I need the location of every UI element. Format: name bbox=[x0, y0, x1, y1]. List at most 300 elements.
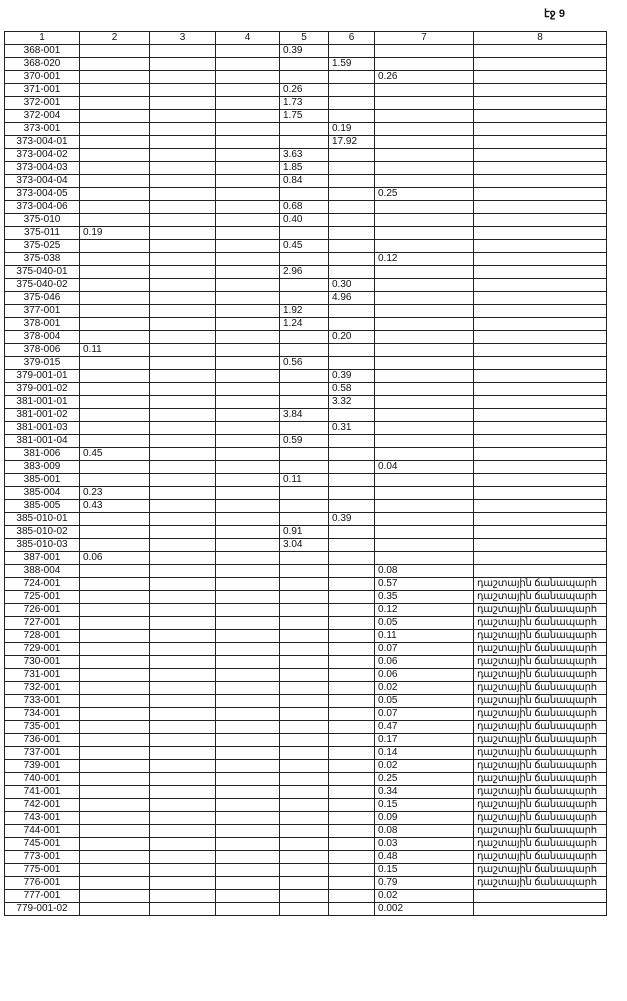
value-cell bbox=[375, 279, 474, 292]
value-cell bbox=[329, 812, 375, 825]
value-cell bbox=[150, 253, 216, 266]
table-row bbox=[5, 136, 607, 149]
value-cell bbox=[150, 97, 216, 110]
value-cell bbox=[80, 461, 150, 474]
note-cell bbox=[474, 305, 607, 318]
value-cell: 0.26 bbox=[375, 71, 474, 84]
value-cell bbox=[375, 500, 474, 513]
value-cell bbox=[329, 799, 375, 812]
value-cell bbox=[216, 188, 280, 201]
value-cell bbox=[280, 669, 329, 682]
value-cell bbox=[150, 630, 216, 643]
value-cell bbox=[216, 253, 280, 266]
value-cell bbox=[80, 903, 150, 916]
value-cell bbox=[80, 97, 150, 110]
parcel-id-cell: 381-001-01 bbox=[5, 396, 80, 409]
value-cell bbox=[280, 851, 329, 864]
table-row bbox=[5, 708, 607, 721]
value-cell bbox=[216, 903, 280, 916]
value-cell bbox=[80, 331, 150, 344]
value-cell bbox=[280, 396, 329, 409]
value-cell bbox=[80, 435, 150, 448]
value-cell bbox=[216, 617, 280, 630]
value-cell bbox=[150, 500, 216, 513]
note-cell bbox=[474, 487, 607, 500]
value-cell: 0.20 bbox=[329, 331, 375, 344]
value-cell bbox=[280, 604, 329, 617]
value-cell bbox=[329, 734, 375, 747]
value-cell bbox=[375, 214, 474, 227]
value-cell: 0.05 bbox=[375, 695, 474, 708]
value-cell bbox=[216, 721, 280, 734]
value-cell bbox=[375, 162, 474, 175]
value-cell bbox=[329, 45, 375, 58]
value-cell bbox=[329, 903, 375, 916]
value-cell bbox=[329, 695, 375, 708]
value-cell bbox=[375, 97, 474, 110]
note-cell bbox=[474, 110, 607, 123]
parcel-id-cell: 385-010-03 bbox=[5, 539, 80, 552]
header-row bbox=[5, 32, 607, 45]
note-cell bbox=[474, 331, 607, 344]
value-cell bbox=[80, 71, 150, 84]
parcel-id-cell: 373-004-02 bbox=[5, 149, 80, 162]
value-cell bbox=[280, 188, 329, 201]
value-cell bbox=[329, 318, 375, 331]
column-header: 3 bbox=[150, 32, 216, 45]
value-cell bbox=[80, 123, 150, 136]
value-cell bbox=[216, 838, 280, 851]
value-cell bbox=[150, 903, 216, 916]
table-row bbox=[5, 669, 607, 682]
note-cell bbox=[474, 890, 607, 903]
table-row bbox=[5, 825, 607, 838]
parcel-id-cell: 725-001 bbox=[5, 591, 80, 604]
note-cell: դաշտային ճանապարհ bbox=[474, 760, 607, 773]
value-cell: 0.26 bbox=[280, 84, 329, 97]
value-cell bbox=[329, 760, 375, 773]
value-cell bbox=[329, 539, 375, 552]
value-cell: 0.34 bbox=[375, 786, 474, 799]
value-cell bbox=[329, 604, 375, 617]
note-cell bbox=[474, 188, 607, 201]
note-cell bbox=[474, 214, 607, 227]
value-cell bbox=[280, 292, 329, 305]
value-cell bbox=[375, 266, 474, 279]
value-cell bbox=[375, 357, 474, 370]
value-cell bbox=[329, 214, 375, 227]
value-cell bbox=[280, 58, 329, 71]
value-cell bbox=[80, 318, 150, 331]
note-cell bbox=[474, 383, 607, 396]
value-cell bbox=[329, 175, 375, 188]
parcel-id-cell: 731-001 bbox=[5, 669, 80, 682]
table-row bbox=[5, 110, 607, 123]
value-cell bbox=[80, 409, 150, 422]
value-cell bbox=[80, 175, 150, 188]
value-cell bbox=[216, 162, 280, 175]
value-cell bbox=[280, 461, 329, 474]
value-cell: 0.11 bbox=[375, 630, 474, 643]
parcel-id-cell: 373-004-04 bbox=[5, 175, 80, 188]
value-cell bbox=[280, 500, 329, 513]
value-cell bbox=[150, 734, 216, 747]
value-cell: 0.23 bbox=[80, 487, 150, 500]
value-cell bbox=[329, 877, 375, 890]
value-cell bbox=[375, 539, 474, 552]
value-cell bbox=[216, 682, 280, 695]
value-cell bbox=[329, 825, 375, 838]
value-cell: 3.32 bbox=[329, 396, 375, 409]
value-cell bbox=[329, 266, 375, 279]
note-cell: դաշտային ճանապարհ bbox=[474, 604, 607, 617]
value-cell bbox=[216, 526, 280, 539]
value-cell bbox=[80, 240, 150, 253]
parcel-id-cell: 741-001 bbox=[5, 786, 80, 799]
value-cell: 0.35 bbox=[375, 591, 474, 604]
note-cell: դաշտային ճանապարհ bbox=[474, 786, 607, 799]
value-cell bbox=[216, 58, 280, 71]
value-cell bbox=[80, 877, 150, 890]
note-cell bbox=[474, 435, 607, 448]
parcel-id-cell: 372-004 bbox=[5, 110, 80, 123]
value-cell: 0.02 bbox=[375, 890, 474, 903]
parcel-id-cell: 381-001-03 bbox=[5, 422, 80, 435]
value-cell: 0.15 bbox=[375, 799, 474, 812]
value-cell bbox=[280, 734, 329, 747]
value-cell bbox=[150, 71, 216, 84]
value-cell bbox=[216, 448, 280, 461]
value-cell bbox=[150, 357, 216, 370]
note-cell bbox=[474, 370, 607, 383]
value-cell bbox=[329, 357, 375, 370]
note-cell: դաշտային ճանապարհ bbox=[474, 617, 607, 630]
note-cell: դաշտային ճանապարհ bbox=[474, 591, 607, 604]
table-row bbox=[5, 799, 607, 812]
parcel-id-cell: 776-001 bbox=[5, 877, 80, 890]
table-row bbox=[5, 123, 607, 136]
value-cell bbox=[216, 422, 280, 435]
value-cell bbox=[216, 409, 280, 422]
value-cell bbox=[150, 318, 216, 331]
parcel-id-cell: 726-001 bbox=[5, 604, 80, 617]
value-cell bbox=[280, 383, 329, 396]
value-cell bbox=[375, 149, 474, 162]
note-cell bbox=[474, 266, 607, 279]
table-body bbox=[5, 45, 607, 916]
value-cell bbox=[280, 747, 329, 760]
value-cell bbox=[150, 565, 216, 578]
parcel-id-cell: 368-001 bbox=[5, 45, 80, 58]
value-cell bbox=[216, 643, 280, 656]
value-cell bbox=[80, 383, 150, 396]
table-row bbox=[5, 422, 607, 435]
table-row bbox=[5, 656, 607, 669]
table-row bbox=[5, 877, 607, 890]
value-cell bbox=[280, 708, 329, 721]
table-row bbox=[5, 383, 607, 396]
value-cell bbox=[280, 591, 329, 604]
value-cell: 0.25 bbox=[375, 188, 474, 201]
note-cell: դաշտային ճանապարհ bbox=[474, 721, 607, 734]
value-cell bbox=[280, 344, 329, 357]
parcel-id-cell: 773-001 bbox=[5, 851, 80, 864]
value-cell bbox=[329, 643, 375, 656]
value-cell bbox=[216, 578, 280, 591]
value-cell bbox=[80, 110, 150, 123]
parcel-id-cell: 743-001 bbox=[5, 812, 80, 825]
parcel-id-cell: 371-001 bbox=[5, 84, 80, 97]
value-cell bbox=[80, 721, 150, 734]
value-cell bbox=[329, 474, 375, 487]
table-row bbox=[5, 786, 607, 799]
parcel-id-cell: 373-004-01 bbox=[5, 136, 80, 149]
value-cell bbox=[375, 487, 474, 500]
value-cell bbox=[280, 812, 329, 825]
value-cell bbox=[216, 136, 280, 149]
value-cell bbox=[375, 370, 474, 383]
value-cell bbox=[80, 201, 150, 214]
value-cell bbox=[216, 110, 280, 123]
value-cell bbox=[80, 214, 150, 227]
value-cell bbox=[150, 422, 216, 435]
value-cell bbox=[280, 903, 329, 916]
value-cell: 0.58 bbox=[329, 383, 375, 396]
table-row bbox=[5, 565, 607, 578]
value-cell bbox=[216, 149, 280, 162]
table-row bbox=[5, 71, 607, 84]
value-cell bbox=[150, 201, 216, 214]
value-cell bbox=[216, 539, 280, 552]
value-cell bbox=[280, 487, 329, 500]
value-cell bbox=[329, 682, 375, 695]
parcel-id-cell: 378-001 bbox=[5, 318, 80, 331]
value-cell bbox=[280, 890, 329, 903]
value-cell bbox=[329, 487, 375, 500]
parcel-id-cell: 383-009 bbox=[5, 461, 80, 474]
value-cell bbox=[80, 825, 150, 838]
parcel-id-cell: 378-006 bbox=[5, 344, 80, 357]
value-cell bbox=[216, 747, 280, 760]
value-cell bbox=[329, 591, 375, 604]
table-row bbox=[5, 591, 607, 604]
value-cell bbox=[216, 851, 280, 864]
value-cell bbox=[150, 149, 216, 162]
note-cell: դաշտային ճանապարհ bbox=[474, 825, 607, 838]
value-cell bbox=[150, 682, 216, 695]
parcel-id-cell: 742-001 bbox=[5, 799, 80, 812]
value-cell bbox=[280, 448, 329, 461]
value-cell bbox=[216, 357, 280, 370]
value-cell bbox=[280, 370, 329, 383]
value-cell: 0.79 bbox=[375, 877, 474, 890]
value-cell bbox=[150, 461, 216, 474]
value-cell: 0.02 bbox=[375, 760, 474, 773]
value-cell bbox=[375, 292, 474, 305]
note-cell: դաշտային ճանապարհ bbox=[474, 656, 607, 669]
value-cell bbox=[80, 474, 150, 487]
parcel-id-cell: 381-006 bbox=[5, 448, 80, 461]
value-cell bbox=[150, 760, 216, 773]
value-cell bbox=[375, 84, 474, 97]
value-cell bbox=[150, 825, 216, 838]
value-cell bbox=[280, 786, 329, 799]
note-cell bbox=[474, 903, 607, 916]
value-cell: 0.06 bbox=[80, 552, 150, 565]
value-cell bbox=[150, 58, 216, 71]
value-cell bbox=[80, 708, 150, 721]
value-cell: 0.11 bbox=[280, 474, 329, 487]
table-row bbox=[5, 409, 607, 422]
value-cell: 0.48 bbox=[375, 851, 474, 864]
value-cell bbox=[375, 422, 474, 435]
value-cell bbox=[280, 136, 329, 149]
value-cell bbox=[375, 110, 474, 123]
value-cell bbox=[80, 279, 150, 292]
value-cell: 0.47 bbox=[375, 721, 474, 734]
value-cell bbox=[280, 864, 329, 877]
note-cell bbox=[474, 565, 607, 578]
value-cell bbox=[280, 825, 329, 838]
value-cell: 0.59 bbox=[280, 435, 329, 448]
value-cell: 0.57 bbox=[375, 578, 474, 591]
value-cell bbox=[329, 461, 375, 474]
value-cell bbox=[216, 240, 280, 253]
value-cell: 0.39 bbox=[329, 513, 375, 526]
value-cell bbox=[375, 58, 474, 71]
value-cell bbox=[329, 162, 375, 175]
parcel-id-cell: 385-010-02 bbox=[5, 526, 80, 539]
value-cell: 1.59 bbox=[329, 58, 375, 71]
note-cell: դաշտային ճանապարհ bbox=[474, 838, 607, 851]
parcel-id-cell: 388-004 bbox=[5, 565, 80, 578]
value-cell bbox=[150, 45, 216, 58]
value-cell bbox=[280, 721, 329, 734]
value-cell bbox=[280, 331, 329, 344]
value-cell bbox=[150, 890, 216, 903]
note-cell bbox=[474, 292, 607, 305]
value-cell bbox=[375, 396, 474, 409]
parcel-id-cell: 385-004 bbox=[5, 487, 80, 500]
value-cell bbox=[80, 773, 150, 786]
value-cell bbox=[150, 838, 216, 851]
parcel-id-cell: 372-001 bbox=[5, 97, 80, 110]
table-row bbox=[5, 45, 607, 58]
table-row bbox=[5, 773, 607, 786]
value-cell bbox=[280, 253, 329, 266]
value-cell bbox=[216, 279, 280, 292]
value-cell bbox=[329, 149, 375, 162]
table-row bbox=[5, 97, 607, 110]
value-cell bbox=[216, 708, 280, 721]
parcel-id-cell: 744-001 bbox=[5, 825, 80, 838]
value-cell bbox=[375, 474, 474, 487]
value-cell bbox=[280, 552, 329, 565]
value-cell bbox=[80, 305, 150, 318]
value-cell bbox=[216, 734, 280, 747]
value-cell bbox=[329, 409, 375, 422]
table-row bbox=[5, 487, 607, 500]
note-cell bbox=[474, 58, 607, 71]
value-cell: 0.05 bbox=[375, 617, 474, 630]
value-cell bbox=[216, 513, 280, 526]
value-cell bbox=[216, 370, 280, 383]
parcel-id-cell: 373-001 bbox=[5, 123, 80, 136]
value-cell bbox=[280, 838, 329, 851]
value-cell bbox=[216, 474, 280, 487]
table-row bbox=[5, 526, 607, 539]
value-cell bbox=[280, 227, 329, 240]
value-cell: 1.73 bbox=[280, 97, 329, 110]
value-cell bbox=[375, 175, 474, 188]
value-cell bbox=[375, 123, 474, 136]
value-cell bbox=[280, 123, 329, 136]
value-cell: 0.12 bbox=[375, 253, 474, 266]
value-cell bbox=[280, 617, 329, 630]
table-row bbox=[5, 864, 607, 877]
value-cell: 0.07 bbox=[375, 643, 474, 656]
value-cell bbox=[329, 721, 375, 734]
value-cell bbox=[375, 45, 474, 58]
parcel-id-cell: 368-020 bbox=[5, 58, 80, 71]
value-cell: 0.45 bbox=[280, 240, 329, 253]
parcel-id-cell: 739-001 bbox=[5, 760, 80, 773]
value-cell bbox=[216, 71, 280, 84]
value-cell bbox=[375, 513, 474, 526]
note-cell bbox=[474, 175, 607, 188]
value-cell bbox=[80, 526, 150, 539]
value-cell bbox=[216, 786, 280, 799]
value-cell bbox=[80, 422, 150, 435]
parcel-id-cell: 373-004-06 bbox=[5, 201, 80, 214]
value-cell bbox=[150, 591, 216, 604]
value-cell bbox=[150, 864, 216, 877]
value-cell bbox=[216, 318, 280, 331]
table-row bbox=[5, 747, 607, 760]
value-cell bbox=[150, 84, 216, 97]
value-cell bbox=[150, 279, 216, 292]
table-row bbox=[5, 890, 607, 903]
value-cell bbox=[216, 292, 280, 305]
value-cell bbox=[80, 45, 150, 58]
note-cell bbox=[474, 396, 607, 409]
parcel-id-cell: 373-004-05 bbox=[5, 188, 80, 201]
value-cell bbox=[216, 97, 280, 110]
value-cell: 2.96 bbox=[280, 266, 329, 279]
table-row bbox=[5, 149, 607, 162]
table-row bbox=[5, 162, 607, 175]
value-cell bbox=[329, 71, 375, 84]
table-row bbox=[5, 188, 607, 201]
note-cell bbox=[474, 448, 607, 461]
table-row bbox=[5, 292, 607, 305]
value-cell bbox=[329, 201, 375, 214]
value-cell bbox=[80, 630, 150, 643]
value-cell: 0.11 bbox=[80, 344, 150, 357]
table-row bbox=[5, 513, 607, 526]
note-cell: դաշտային ճանապարհ bbox=[474, 747, 607, 760]
value-cell bbox=[80, 812, 150, 825]
note-cell bbox=[474, 526, 607, 539]
value-cell bbox=[216, 227, 280, 240]
value-cell bbox=[80, 734, 150, 747]
value-cell bbox=[216, 656, 280, 669]
parcel-id-cell: 379-001-02 bbox=[5, 383, 80, 396]
value-cell bbox=[375, 331, 474, 344]
table-row bbox=[5, 357, 607, 370]
value-cell bbox=[150, 721, 216, 734]
value-cell bbox=[216, 630, 280, 643]
